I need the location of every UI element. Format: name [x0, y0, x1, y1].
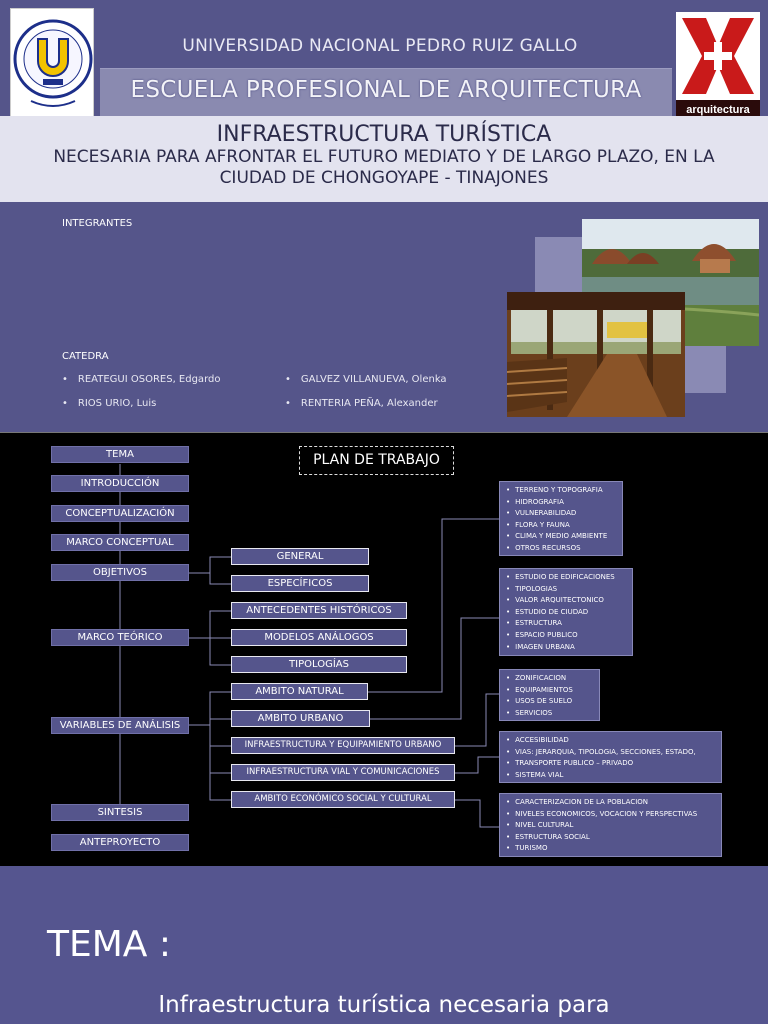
- main-title: INFRAESTRUCTURA TURÍSTICA: [216, 122, 552, 147]
- plan-detail-box: [499, 731, 722, 783]
- plan-left-item: MARCO TEÓRICO: [51, 629, 189, 646]
- plan-left-item: CONCEPTUALIZACIÓN: [51, 505, 189, 522]
- subtitle: NECESARIA PARA AFRONTAR EL FUTURO MEDIATO Y DE LARGO PLAZO, EN LA CIUDAD DE CHONGOYAPE - TINAJONES: [53, 147, 715, 188]
- plan-middle-item: TIPOLOGÍAS: [231, 656, 407, 673]
- plan-detail-item: • CLIMA Y MEDIO AMBIENTE: [506, 531, 622, 543]
- plan-middle-item: MODELOS ANÁLOGOS: [231, 629, 407, 646]
- plan-detail-item: • NIVELES ECONOMICOS, VOCACION Y PERSPECTIVAS: [506, 809, 721, 821]
- seal-icon: [11, 9, 95, 121]
- plan-detail-item: • ESPACIO PUBLICO: [506, 630, 632, 642]
- member-item: • RENTERIA PEÑA, Alexander: [285, 398, 438, 409]
- plan-detail-item: • USOS DE SUELO: [506, 696, 599, 708]
- wooden-deck-photo: [507, 292, 685, 417]
- plan-middle-item: AMBITO NATURAL: [231, 683, 368, 700]
- plan-detail-item: • FLORA Y FAUNA: [506, 520, 622, 532]
- plan-detail-item: • TRANSPORTE PUBLICO – PRIVADO: [506, 758, 721, 770]
- university-name: UNIVERSIDAD NACIONAL PEDRO RUIZ GALLO: [182, 36, 578, 56]
- plan-detail-item: • CARACTERIZACION DE LA POBLACION: [506, 797, 721, 809]
- plan-middle-item: INFRAESTRUCTURA Y EQUIPAMIENTO URBANO: [231, 737, 455, 754]
- photo-frame: [684, 345, 726, 393]
- plan-detail-item: • OTROS RECURSOS: [506, 543, 622, 555]
- tema-heading: TEMA :: [47, 924, 171, 965]
- plan-left-item: INTRODUCCIÓN: [51, 475, 189, 492]
- school-bar: [100, 68, 672, 116]
- architecture-mark-icon: [676, 12, 760, 100]
- plan-detail-item: • ESTUDIO DE EDIFICACIONES: [506, 572, 632, 584]
- cover-slide: [0, 0, 768, 432]
- plan-middle-item: ESPECÍFICOS: [231, 575, 369, 592]
- plan-detail-box: [499, 568, 633, 656]
- plan-detail-item: • SISTEMA VIAL: [506, 770, 721, 782]
- plan-diagram-slide: [0, 432, 768, 866]
- plan-detail-item: • NIVEL CULTURAL: [506, 820, 721, 832]
- plan-middle-item: AMBITO URBANO: [231, 710, 370, 727]
- plan-detail-item: • ACCESIBILIDAD: [506, 735, 721, 747]
- architecture-logo: [676, 12, 760, 120]
- plan-detail-item: • VIAS: JERARQUIA, TIPOLOGIA, SECCIONES, ESTADO,: [506, 747, 721, 759]
- architecture-logo-label: arquitectura: [676, 100, 760, 120]
- plan-detail-item: • ESTRUCTURA: [506, 618, 632, 630]
- plan-left-item: SINTESIS: [51, 804, 189, 821]
- plan-detail-item: • TIPOLOGIAS: [506, 584, 632, 596]
- plan-middle-item: INFRAESTRUCTURA VIAL Y COMUNICACIONES: [231, 764, 455, 781]
- integrantes-label: INTEGRANTES: [62, 218, 133, 229]
- plan-left-item: MARCO CONCEPTUAL: [51, 534, 189, 551]
- photo-frame: [535, 237, 583, 293]
- university-seal-logo: [10, 8, 94, 120]
- plan-left-item: OBJETIVOS: [51, 564, 189, 581]
- plan-detail-item: • ESTRUCTURA SOCIAL: [506, 832, 721, 844]
- member-item: • RIOS URIO, Luis: [62, 398, 156, 409]
- school-name: ESCUELA PROFESIONAL DE ARQUITECTURA: [130, 77, 642, 103]
- plan-middle-item: AMBITO ECONÓMICO SOCIAL Y CULTURAL: [231, 791, 455, 808]
- member-item: • REATEGUI OSORES, Edgardo: [62, 374, 220, 385]
- plan-detail-item: • ZONIFICACION: [506, 673, 599, 685]
- plan-detail-box: [499, 669, 600, 721]
- plan-detail-item: • VALOR ARQUITECTONICO: [506, 595, 632, 607]
- plan-middle-item: GENERAL: [231, 548, 369, 565]
- plan-detail-item: • ESTUDIO DE CIUDAD: [506, 607, 632, 619]
- plan-detail-item: • EQUIPAMIENTOS: [506, 685, 599, 697]
- plan-detail-item: • SERVICIOS: [506, 708, 599, 720]
- plan-left-item: ANTEPROYECTO: [51, 834, 189, 851]
- tema-slide: [0, 866, 768, 1024]
- tema-text: Infraestructura turística necesaria para: [158, 992, 610, 1018]
- plan-detail-box: [499, 793, 722, 857]
- plan-middle-item: ANTECEDENTES HISTÓRICOS: [231, 602, 407, 619]
- title-band: [0, 116, 768, 202]
- member-item: • GALVEZ VILLANUEVA, Olenka: [285, 374, 447, 385]
- plan-detail-item: • IMAGEN URBANA: [506, 642, 632, 654]
- plan-detail-item: • VULNERABILIDAD: [506, 508, 622, 520]
- plan-detail-box: [499, 481, 623, 556]
- plan-left-item: VARIABLES DE ANÁLISIS: [51, 717, 189, 734]
- plan-detail-item: • HIDROGRAFIA: [506, 497, 622, 509]
- plan-left-item: TEMA: [51, 446, 189, 463]
- plan-title: PLAN DE TRABAJO: [299, 446, 454, 475]
- plan-detail-item: • TURISMO: [506, 843, 721, 855]
- plan-detail-item: • TERRENO Y TOPOGRAFIA: [506, 485, 622, 497]
- catedra-label: CATEDRA: [62, 351, 109, 362]
